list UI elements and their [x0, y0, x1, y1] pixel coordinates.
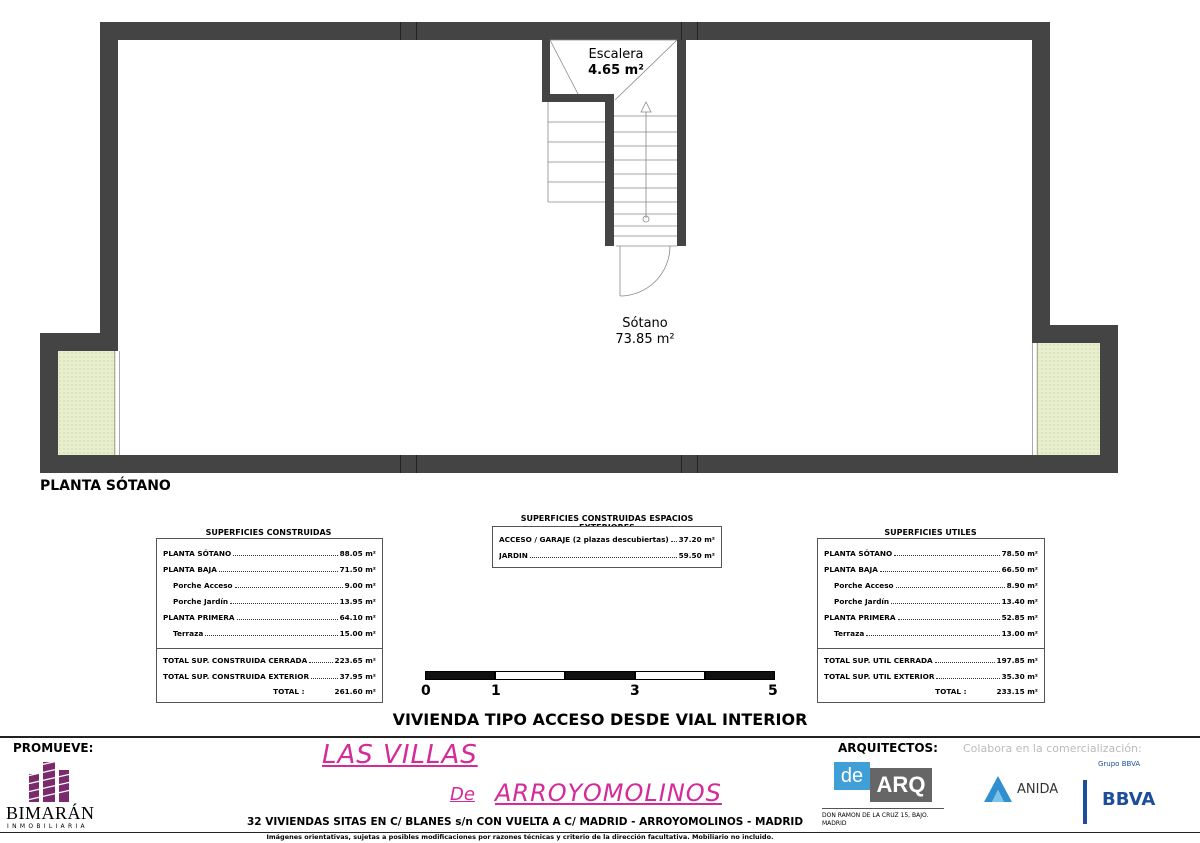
- row-value: 15.00 m²: [339, 629, 376, 638]
- built-areas-title: SUPERFICIES CONSTRUIDAS: [205, 528, 332, 537]
- row-label: TOTAL SUP. CONSTRUIDA CERRADA: [163, 656, 308, 665]
- row-label: PLANTA SÓTANO: [163, 549, 232, 558]
- row-label: Terraza: [834, 629, 865, 638]
- table-row: [834, 626, 1038, 638]
- table-row: [824, 610, 1038, 622]
- useful-areas-table: [817, 538, 1045, 703]
- window-left: [114, 351, 120, 455]
- grupo-bbva: Grupo BBVA: [1098, 760, 1141, 768]
- wall-joint: [400, 22, 401, 40]
- table-divider: [157, 648, 382, 649]
- row-label: Porche Acceso: [173, 581, 233, 590]
- promoter-subtitle: INMOBILIARIA: [7, 823, 88, 830]
- scale-label: 1: [491, 683, 501, 699]
- wall-right-outer: [1100, 325, 1118, 473]
- garden-patch-left: [58, 351, 116, 455]
- table-row: [824, 669, 1038, 681]
- wall-joint: [697, 455, 698, 473]
- row-value: 223.65 m²: [334, 656, 376, 665]
- anida-text: ANIDA: [1017, 782, 1059, 797]
- wall-joint: [400, 455, 401, 473]
- useful-areas-title: SUPERFICIES UTILES: [884, 528, 977, 537]
- row-label: TOTAL :: [273, 687, 305, 696]
- wall-left-upper: [100, 22, 118, 334]
- promoter-name: BIMARÁN: [6, 803, 95, 823]
- row-value: 59.50 m²: [678, 551, 715, 560]
- row-label: Porche Acceso: [834, 581, 894, 590]
- scale-label: 3: [630, 683, 640, 699]
- exterior-areas-table: [492, 526, 722, 568]
- architects-rule: [822, 808, 944, 809]
- table-row: [834, 578, 1038, 590]
- table-row: [499, 548, 715, 560]
- project-name-line2a: De: [450, 784, 475, 805]
- row-value: 64.10 m²: [339, 613, 376, 622]
- table-row: [163, 546, 376, 558]
- row-value: 9.00 m²: [344, 581, 376, 590]
- wall-left-outer: [40, 333, 58, 473]
- row-value: 13.95 m²: [339, 597, 376, 606]
- table-row: [163, 653, 376, 665]
- row-value: 261.60 m²: [334, 687, 376, 696]
- scale-label: 0: [421, 683, 431, 699]
- architects-address: DON RAMON DE LA CRUZ 15, BAJO. MADRID: [822, 812, 929, 827]
- table-row: [834, 594, 1038, 606]
- table-row: [163, 562, 376, 574]
- promoter-label: PROMUEVE:: [13, 741, 94, 755]
- row-value: 88.05 m²: [339, 549, 376, 558]
- row-value: 37.20 m²: [678, 535, 715, 544]
- table-row: [824, 653, 1038, 665]
- bbva-text: BBVA: [1102, 789, 1156, 810]
- project-name-line1: LAS VILLAS: [322, 740, 478, 770]
- row-label: PLANTA BAJA: [824, 565, 878, 574]
- table-row: [824, 546, 1038, 558]
- table-row: [163, 669, 376, 681]
- dearq-logo-de: de: [834, 762, 870, 790]
- window-right: [1032, 343, 1038, 455]
- row-value: 52.85 m²: [1001, 613, 1038, 622]
- row-value: 78.50 m²: [1001, 549, 1038, 558]
- stair-label: Escalera: [588, 47, 644, 62]
- row-label: ACCESO / GARAJE (2 plazas descubiertas): [499, 535, 669, 544]
- disclaimer: Imágenes orientativas, sujetas a posibles modificaciones por razones técnicas y criterio de la dirección facultativa. Mobiliario no incluido.: [266, 833, 774, 841]
- row-value: 13.40 m²: [1001, 597, 1038, 606]
- stair-area: 4.65 m²: [588, 63, 644, 78]
- bbva-bar-icon: [1083, 780, 1087, 824]
- row-label: Porche Jardín: [834, 597, 890, 606]
- anida-logo-icon: [982, 774, 1014, 804]
- table-row: [173, 578, 376, 590]
- row-value: 37.95 m²: [339, 672, 376, 681]
- project-name-line2b: ARROYOMOLINOS: [495, 779, 722, 807]
- basement-label: Sótano: [622, 316, 668, 331]
- row-label: PLANTA SÓTANO: [824, 549, 893, 558]
- row-label: TOTAL SUP. UTIL CERRADA: [824, 656, 933, 665]
- scale-segment: [565, 671, 635, 680]
- scale-segment: [705, 671, 775, 680]
- plan-title: PLANTA SÓTANO: [40, 478, 171, 494]
- row-value: 8.90 m²: [1006, 581, 1038, 590]
- scale-segment: [495, 671, 565, 680]
- dearq-logo: [834, 762, 932, 802]
- built-areas-table: [156, 538, 383, 703]
- table-divider: [818, 648, 1044, 649]
- dearq-logo-arq: ARQ: [870, 768, 932, 802]
- table-row: [499, 532, 715, 544]
- row-value: 197.85 m²: [996, 656, 1038, 665]
- row-label: PLANTA PRIMERA: [824, 613, 896, 622]
- row-value: 13.00 m²: [1001, 629, 1038, 638]
- wall-joint: [416, 455, 417, 473]
- project-address: 32 VIVIENDAS SITAS EN C/ BLANES s/n CON VUELTA A C/ MADRID - ARROYOMOLINOS - MADRID: [246, 816, 804, 828]
- wall-joint: [681, 455, 682, 473]
- basement-area: 73.85 m²: [615, 332, 675, 347]
- row-label: TOTAL SUP. UTIL EXTERIOR: [824, 672, 935, 681]
- row-label: Terraza: [173, 629, 204, 638]
- architects-label: ARQUITECTOS:: [838, 741, 938, 755]
- page-subtitle: VIVIENDA TIPO ACCESO DESDE VIAL INTERIOR: [392, 710, 808, 729]
- garden-patch-right: [1036, 343, 1100, 455]
- table-row: [824, 684, 1038, 696]
- row-label: Porche Jardín: [173, 597, 229, 606]
- table-row: [824, 562, 1038, 574]
- table-row: [163, 610, 376, 622]
- exterior-areas-title: SUPERFICIES CONSTRUIDAS ESPACIOS: [520, 514, 694, 523]
- scale-segment: [425, 671, 495, 680]
- bimaran-logo-icon: [27, 756, 71, 802]
- row-label: JARDIN: [499, 551, 528, 560]
- scale-segment: [635, 671, 705, 680]
- table-row: [173, 626, 376, 638]
- row-value: 71.50 m²: [339, 565, 376, 574]
- row-value: 35.30 m²: [1001, 672, 1038, 681]
- row-label: PLANTA BAJA: [163, 565, 217, 574]
- wall-joint: [697, 22, 698, 40]
- wall-right-upper: [1032, 22, 1050, 327]
- row-label: TOTAL SUP. CONSTRUIDA EXTERIOR: [163, 672, 310, 681]
- row-label: PLANTA PRIMERA: [163, 613, 235, 622]
- table-row: [163, 684, 376, 696]
- wall-bottom: [40, 455, 1118, 473]
- table-row: [173, 594, 376, 606]
- footer-divider-top: [0, 736, 1200, 738]
- row-value: 66.50 m²: [1001, 565, 1038, 574]
- wall-joint: [416, 22, 417, 40]
- scale-label: 5: [768, 683, 778, 699]
- row-label: TOTAL :: [935, 687, 967, 696]
- row-value: 233.15 m²: [996, 687, 1038, 696]
- collab-label: Colabora en la comercialización:: [963, 742, 1142, 755]
